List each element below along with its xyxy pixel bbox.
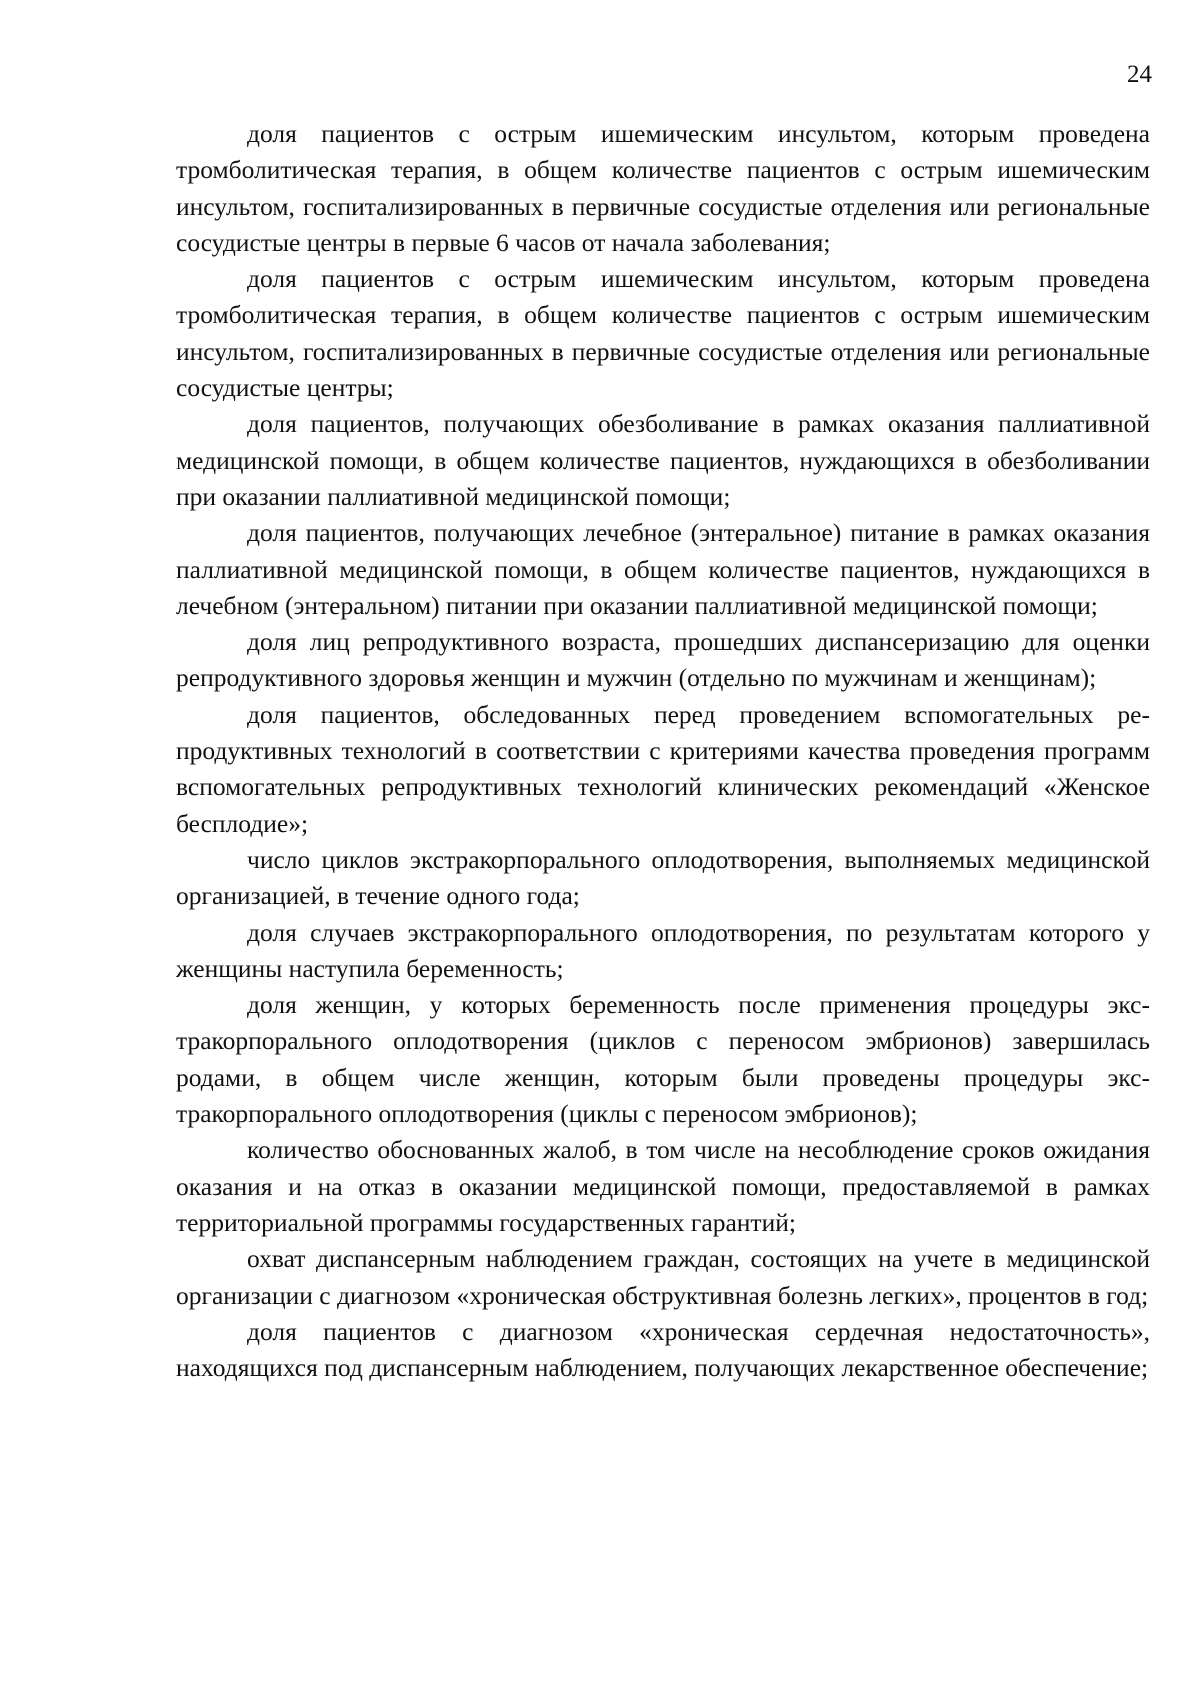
paragraph-10: количество обоснованных жалоб, в том числе на несоблюдение сроков ожидания оказания и на отказ в оказании медицинской помощи, предоставляемой в рамках территориальной программы государственных гарантий; — [176, 1135, 1150, 1237]
paragraph-4: доля пациентов, получающих лечебное (энтеральное) питание в рамках оказания паллиативной медицинской помощи, в общем количестве пациентов, нуждающихся в лечебном (энтеральном) питании при оказании паллиативной медицинской помощи; — [176, 518, 1150, 620]
paragraph-6: доля пациентов, обследованных перед проведением вспомогательных репродуктивных технологий в соответствии с критериями качества проведения программ вспомогательных репродуктивных технологий клинических рекомендаций «Женское бесплодие»; — [176, 699, 1150, 838]
page-number: 24 — [1127, 61, 1152, 88]
paragraph-8: доля случаев экстракорпорального оплодотворения, по результатам которого у женщины наступила беременность; — [176, 917, 1150, 983]
paragraph-2: доля пациентов с острым ишемическим инсультом, которым проведена тромболитическая терапия, в общем количестве пациентов с острым ишемическим инсультом, госпитализированных в первичные сосудистые отделения или региональные сосудистые центры; — [176, 264, 1150, 403]
paragraph-12: доля пациентов с диагнозом «хроническая сердечная недостаточность», находящихся под диспансерным наблюдением, получающих лекарственное обеспечение; — [176, 1316, 1150, 1383]
paragraph-3: доля пациентов, получающих обезболивание в рамках оказания паллиативной медицинской помощи, в общем количестве пациентов, нуждающихся в обезболивании при оказании паллиативной медицинской помощи; — [176, 409, 1150, 511]
paragraph-5: доля лиц репродуктивного возраста, прошедших диспансеризацию для оценки репродуктивного здоровья женщин и мужчин (отдельно по мужчинам и женщинам); — [176, 627, 1150, 693]
paragraph-11: охват диспансерным наблюдением граждан, состоящих на учете в медицинской организации с диагнозом «хроническая обструктивная болезнь легких», процентов в год; — [176, 1244, 1150, 1310]
paragraph-7: число циклов экстракорпорального оплодотворения, выполняемых медицинской организацией, в течение одного года; — [176, 844, 1150, 911]
paragraph-1: доля пациентов с острым ишемическим инсультом, которым проведена тромболитическая терапия, в общем количестве пациентов с острым ишемическим инсультом, госпитализированных в первичные сосудистые отделения или региональные сосудистые центры в первые 6 часов от начала заболевания; — [176, 119, 1150, 257]
paragraph-9: доля женщин, у которых беременность после применения процедуры экстракорпорального оплодотворения (циклов с переносом эмбрионов) завершилась родами, в общем числе женщин, которым были проведены процедуры экстракорпорального оплодотворения (циклы с переносом эмбрионов); — [176, 990, 1150, 1129]
document-body — [176, 116, 1150, 1386]
